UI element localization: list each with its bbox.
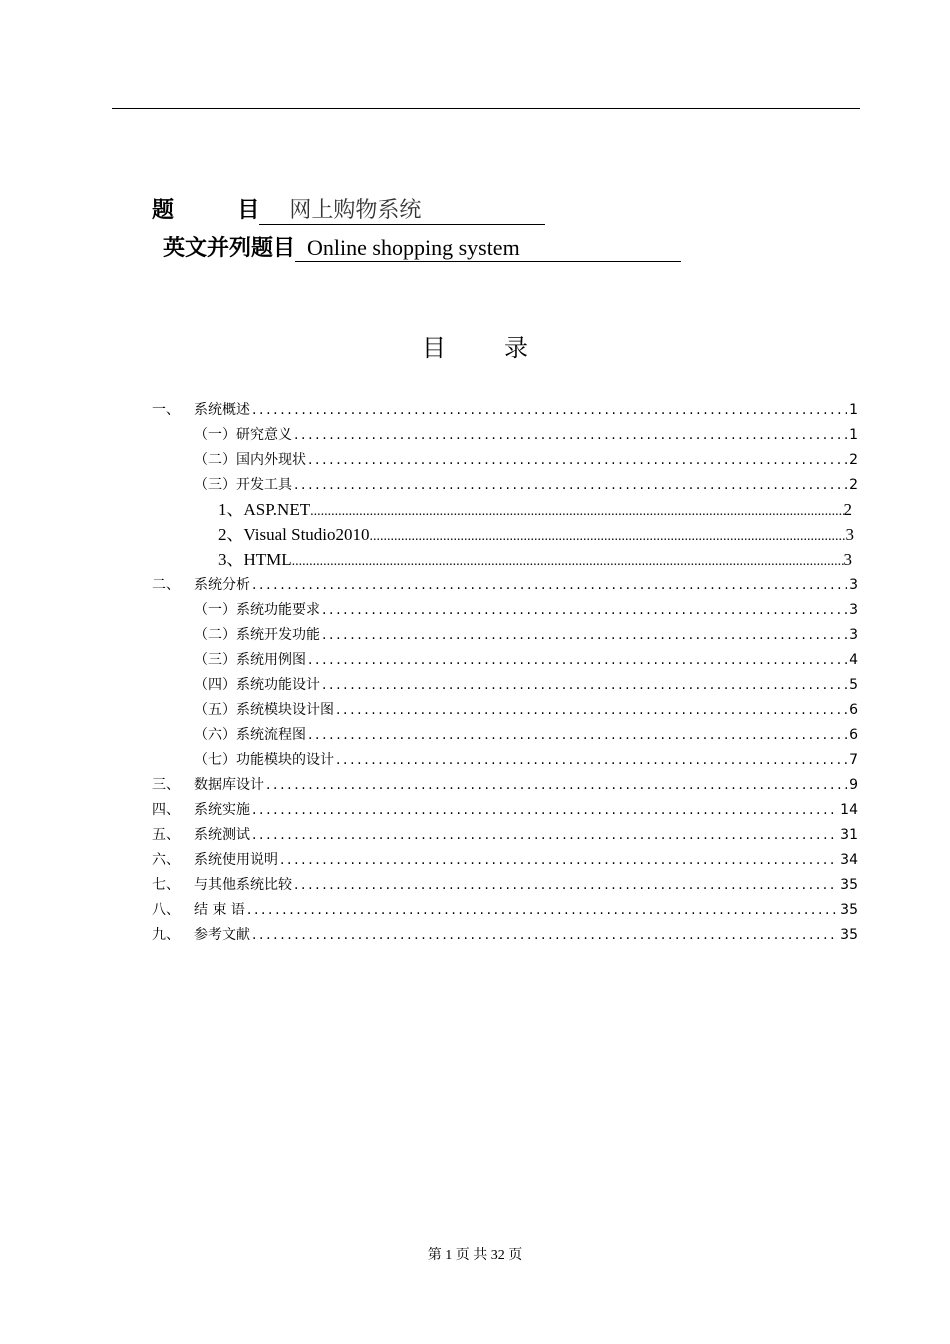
toc-entry-number: 三、 xyxy=(152,777,180,793)
toc-dot-leader xyxy=(294,473,847,497)
toc-entry-page: 5 xyxy=(849,677,858,693)
toc-entry-number: 二、 xyxy=(152,577,180,593)
toc-entry[interactable] xyxy=(194,748,858,772)
toc-entry-page: 1 xyxy=(849,427,858,443)
toc-entry-page: 2 xyxy=(849,477,858,493)
title-cn-row xyxy=(152,196,545,226)
title-cn-label-text: 题 目 xyxy=(152,198,260,223)
toc-entry[interactable] xyxy=(152,823,858,847)
toc-entry-title: 系统使用说明 xyxy=(194,852,278,868)
toc-entry-title: 数据库设计 xyxy=(194,777,264,793)
toc-dot-leader xyxy=(252,573,847,597)
toc-dot-leader xyxy=(294,423,847,447)
toc-dot-leader xyxy=(336,698,847,722)
toc-entry[interactable] xyxy=(194,448,858,472)
toc-entry-number: 五、 xyxy=(152,827,180,843)
toc-entry[interactable] xyxy=(152,873,858,897)
title-en-label: 英文并列题目 xyxy=(163,236,296,261)
toc-entry[interactable] xyxy=(152,798,858,822)
toc-entry-title: （三）系统用例图 xyxy=(194,652,306,668)
toc-entry-title: （二）系统开发功能 xyxy=(194,627,320,643)
toc-entry-title: 与其他系统比较 xyxy=(194,877,292,893)
toc-entry-title: （二）国内外现状 xyxy=(194,452,306,468)
title-en-value: Online shopping system xyxy=(295,235,681,262)
toc-entry-number: 一、 xyxy=(152,402,180,418)
toc-entry[interactable] xyxy=(152,573,858,597)
toc-entry-page: 35 xyxy=(840,902,858,918)
toc-entry-title: （一）研究意义 xyxy=(194,427,292,443)
toc-entry-title: 系统概述 xyxy=(194,402,250,418)
toc-heading: 目录 xyxy=(422,334,586,362)
toc-dot-leader xyxy=(310,500,843,524)
toc-dot-leader xyxy=(280,848,838,872)
toc-entry-title: （七）功能模块的设计 xyxy=(194,752,334,768)
toc-entry[interactable] xyxy=(194,598,858,622)
toc-entry-title: 系统测试 xyxy=(194,827,250,843)
toc-entry[interactable] xyxy=(152,898,858,922)
toc-dot-leader xyxy=(322,598,847,622)
toc-entry[interactable] xyxy=(194,723,858,747)
toc-entry[interactable] xyxy=(194,473,858,497)
toc-entry-title: 2、Visual Studio2010 xyxy=(218,525,370,544)
toc-entry-page: 2 xyxy=(843,500,852,519)
toc-entry-number: 七、 xyxy=(152,877,180,893)
toc-dot-leader xyxy=(252,798,838,822)
toc-dot-leader xyxy=(252,823,838,847)
toc-entry-title: 系统实施 xyxy=(194,802,250,818)
toc-entry-title: 结 束 语 xyxy=(194,902,245,918)
header-rule xyxy=(112,108,860,109)
toc-entry-page: 2 xyxy=(849,452,858,468)
toc-entry-title: 1、ASP.NET xyxy=(218,500,311,519)
toc-dot-leader xyxy=(292,550,844,574)
toc-dot-leader xyxy=(308,723,847,747)
toc-entry[interactable] xyxy=(152,398,858,422)
toc-entry-page: 7 xyxy=(849,752,858,768)
toc-entry[interactable] xyxy=(194,673,858,697)
toc-entry[interactable] xyxy=(218,548,852,572)
toc-entry-page: 14 xyxy=(840,802,858,818)
toc-entry[interactable] xyxy=(194,623,858,647)
toc-entry-title: （五）系统模块设计图 xyxy=(194,702,334,718)
toc-entry-page: 3 xyxy=(843,550,852,569)
title-cn-label xyxy=(152,198,259,223)
toc-entry[interactable] xyxy=(194,698,858,722)
toc-entry-page: 34 xyxy=(840,852,858,868)
toc-entry-title: （一）系统功能要求 xyxy=(194,602,320,618)
toc-dot-leader xyxy=(322,673,847,697)
title-cn-value: 网上购物系统 xyxy=(259,198,545,225)
toc-entry-title: （六）系统流程图 xyxy=(194,727,306,743)
toc-dot-leader xyxy=(336,748,847,772)
toc-entry[interactable] xyxy=(152,848,858,872)
toc-entry-page: 6 xyxy=(849,702,858,718)
toc-entry-page: 31 xyxy=(840,827,858,843)
toc-dot-leader xyxy=(308,448,847,472)
toc-entry-page: 9 xyxy=(849,777,858,793)
toc-entry[interactable] xyxy=(194,648,858,672)
toc-entry[interactable] xyxy=(152,923,858,947)
toc-entry-page: 35 xyxy=(840,927,858,943)
toc-entry-page: 3 xyxy=(845,525,854,544)
toc-dot-leader xyxy=(322,623,847,647)
toc-entry[interactable] xyxy=(218,523,854,547)
toc-entry[interactable] xyxy=(194,423,858,447)
toc-dot-leader xyxy=(266,773,847,797)
toc-dot-leader xyxy=(247,898,838,922)
toc-entry-page: 6 xyxy=(849,727,858,743)
toc-entry-number: 六、 xyxy=(152,852,180,868)
page-footer: 第 1 页 共 32 页 xyxy=(427,1248,523,1263)
toc-entry-title: （四）系统功能设计 xyxy=(194,677,320,693)
toc-entry-title: 参考文献 xyxy=(194,927,250,943)
toc-entry-title: 3、HTML xyxy=(218,550,292,569)
toc-entry-page: 4 xyxy=(849,652,858,668)
toc-entry-page: 3 xyxy=(849,627,858,643)
toc-dot-leader xyxy=(252,398,847,422)
toc-entry-page: 1 xyxy=(849,402,858,418)
toc-dot-leader xyxy=(370,525,846,549)
toc-entry-number: 八、 xyxy=(152,902,180,918)
toc-entry-page: 3 xyxy=(849,602,858,618)
toc-entry-page: 35 xyxy=(840,877,858,893)
toc-entry[interactable] xyxy=(218,498,852,522)
toc-dot-leader xyxy=(308,648,847,672)
toc-entry-number: 九、 xyxy=(152,927,180,943)
toc-entry-title: 系统分析 xyxy=(194,577,250,593)
toc-dot-leader xyxy=(294,873,838,897)
toc-entry-title: （三）开发工具 xyxy=(194,477,292,493)
toc-entry-page: 3 xyxy=(849,577,858,593)
title-en-row xyxy=(163,234,681,264)
toc-entry-number: 四、 xyxy=(152,802,180,818)
toc-entry[interactable] xyxy=(152,773,858,797)
toc-dot-leader xyxy=(252,923,838,947)
